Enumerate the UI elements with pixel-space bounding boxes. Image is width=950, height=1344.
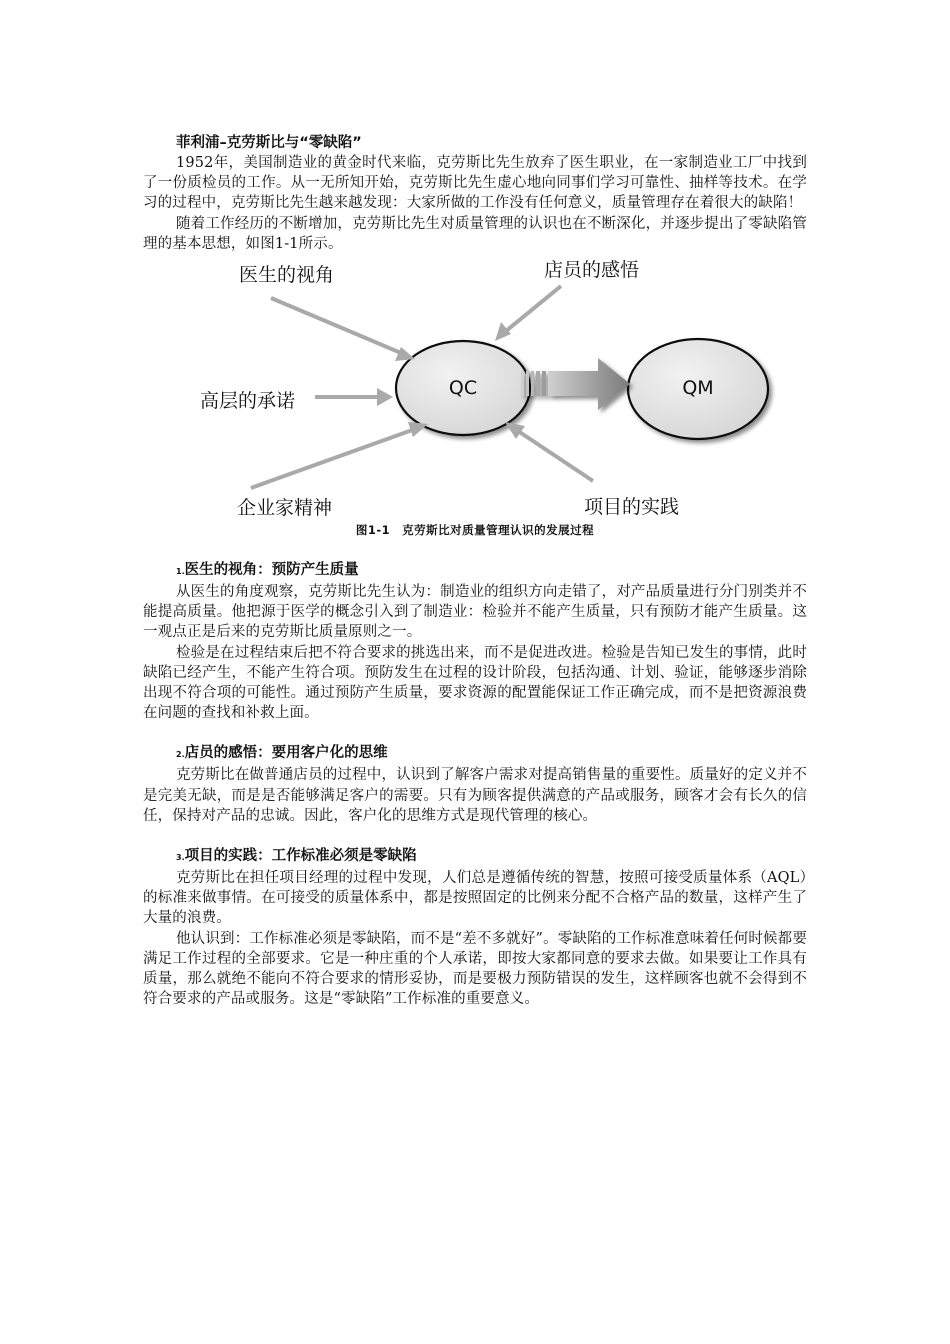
section-number: 1. <box>176 567 185 577</box>
qm-node-label: QM <box>682 377 714 400</box>
label-entrepreneurship: 企业家精神 <box>237 497 333 520</box>
document-title: 菲利浦–克劳斯比与“零缺陷” <box>176 135 362 151</box>
section-title: 项目的实践：工作标准必须是零缺陷 <box>184 848 417 865</box>
section-2 <box>143 743 807 826</box>
transition-arrow <box>521 358 630 410</box>
label-doctor-perspective: 医生的视角 <box>239 264 335 287</box>
arrow-project <box>505 422 593 481</box>
intro-paragraph-1: 1952年，美国制造业的黄金时代来临，克劳斯比先生放弃了医生职业，在一家制造业工厂中找到了一份质检员的工作。从一无所知开始，克劳斯比先生虚心地向同事们学习可靠性、抽样等技术。在学习的过程中，克劳斯比先生越来越发现：大家所做的工作没有任何意义，质量管理存在着很大的缺陷！ <box>143 155 807 212</box>
arrow-management <box>315 388 393 406</box>
arrow-clerk <box>495 286 561 341</box>
section-number: 2. <box>176 750 185 760</box>
section-number: 3. <box>176 853 185 863</box>
section-heading <box>176 743 807 765</box>
section-paragraph: 检验是在过程结束后把不符合要求的挑选出来，而不是促进改进。检验是告知已发生的事情，此时缺陷已经产生，不能产生符合项。预防发生在过程的设计阶段，包括沟通、计划、验证，能够逐步消除出现不符合项的可能性。通过预防产生质量，要求资源的配置能保证工作正确完成，而不是把资源浪费在问题的查找和补救上面。 <box>143 644 807 722</box>
document-body <box>143 133 807 1009</box>
section-title: 医生的视角：预防产生质量 <box>184 562 359 579</box>
label-clerk-insight: 店员的感悟 <box>544 259 640 282</box>
figure-caption: 图1-1 克劳斯比对质量管理认识的发展过程 <box>355 523 595 538</box>
section-1 <box>143 560 807 723</box>
section-heading <box>176 560 807 582</box>
qc-node-label: QC <box>448 377 478 400</box>
label-management-commitment: 高层的承诺 <box>200 390 296 413</box>
intro-paragraph-2: 随着工作经历的不断增加，克劳斯比先生对质量管理的认识也在不断深化，并逐步提出了零缺陷管理的基本思想，如图1-1所示。 <box>143 215 807 252</box>
section-paragraph: 从医生的角度观察，克劳斯比先生认为：制造业的组织方向走错了，对产品质量进行分门别类并不能提高质量。他把源于医学的概念引入到了制造业：检验并不能产生质量，只有预防才能产生质量。这一观点正是后来的克劳斯比质量原则之一。 <box>143 584 807 641</box>
arrow-entrepreneur <box>251 422 428 488</box>
arrow-doctor <box>271 298 415 361</box>
section-heading <box>176 846 807 868</box>
section-paragraph: 克劳斯比在担任项目经理的过程中发现，人们总是遵循传统的智慧，按照可接受质量体系（AQL）的标准来做事情。在可接受的质量体系中，都是按照固定的比例来分配不合格产品的数量，这样产生了大量的浪费。 <box>143 870 807 927</box>
section-3 <box>143 846 807 1009</box>
figure-1-1-diagram <box>143 256 807 520</box>
section-paragraph: 他认识到：工作标准必须是零缺陷，而不是“差不多就好”。零缺陷的工作标准意味着任何时候都要满足工作过程的全部要求。它是一种庄重的个人承诺，即按大家都同意的要求去做。如果要让工作具有质量，那么就绝不能向不符合要求的情形妥协，而是要极力预防错误的发生，这样顾客也就不会得到不符合要求的产品或服务。这是“零缺陷”工作标准的重要意义。 <box>143 930 807 1008</box>
section-title: 店员的感悟：要用客户化的思维 <box>184 745 388 762</box>
label-project-practice: 项目的实践 <box>584 496 680 519</box>
section-paragraph: 克劳斯比在做普通店员的过程中，认识到了解客户需求对提高销售量的重要性。质量好的定义并不是完美无缺，而是是否能够满足客户的需要。只有为顾客提供满意的产品或服务，顾客才会有长久的信任，保持对产品的忠诚。因此，客户化的思维方式是现代管理的核心。 <box>143 767 807 824</box>
